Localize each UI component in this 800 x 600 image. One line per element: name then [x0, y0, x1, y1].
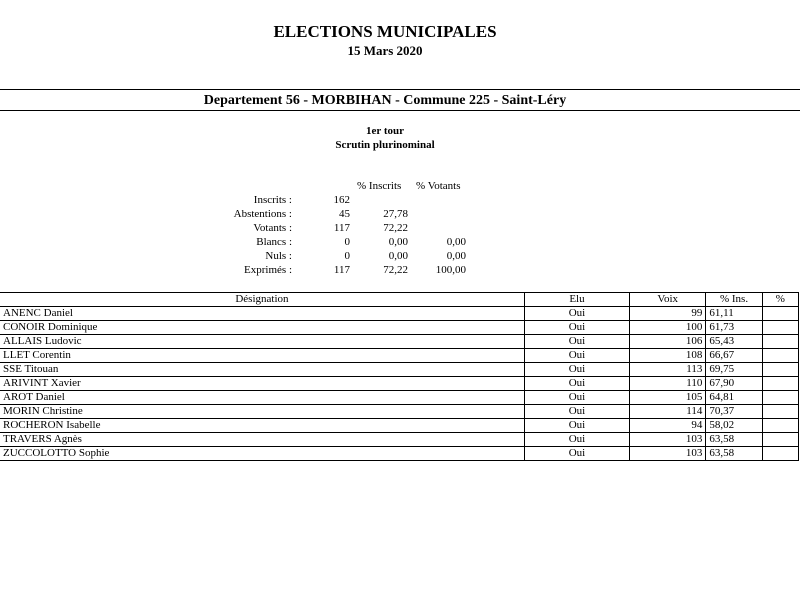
summary-pct-inscrits: 72,22	[383, 264, 408, 276]
table-row	[0, 405, 799, 419]
candidate-name: CONOIR Dominique	[0, 321, 524, 335]
candidate-pct-exprimes	[762, 363, 798, 377]
candidate-elected: Oui	[524, 405, 629, 419]
candidate-votes: 106	[630, 335, 706, 349]
summary-row	[0, 264, 800, 278]
candidate-pct-exprimes	[762, 377, 798, 391]
candidate-votes: 103	[630, 447, 706, 461]
candidate-votes: 94	[630, 419, 706, 433]
candidate-elected: Oui	[524, 447, 629, 461]
summary-count: 117	[333, 264, 350, 276]
summary-pct-inscrits: 72,22	[383, 222, 408, 234]
candidate-name: ANENC Daniel	[0, 307, 524, 321]
candidate-name: LLET Corentin	[0, 349, 524, 363]
summary-pct-votants: 0,00	[446, 250, 466, 262]
candidate-pct-inscrits: 61,73	[706, 321, 762, 335]
table-row	[0, 335, 799, 349]
summary-row	[0, 250, 800, 264]
summary-header-votants: % Votants	[416, 180, 461, 192]
candidate-pct-exprimes	[762, 307, 798, 321]
candidate-votes: 113	[630, 363, 706, 377]
summary-row	[0, 236, 800, 250]
candidate-pct-exprimes	[762, 433, 798, 447]
table-row	[0, 377, 799, 391]
table-row	[0, 307, 799, 321]
summary-label: Votants :	[253, 222, 292, 234]
summary-label: Blancs :	[256, 236, 292, 248]
candidate-name: AROT Daniel	[0, 391, 524, 405]
summary-count: 45	[339, 208, 350, 220]
summary-label: Abstentions :	[233, 208, 292, 220]
header-elu: Elu	[524, 293, 629, 307]
summary-header-inscrits: % Inscrits	[357, 180, 402, 192]
candidate-name: ARIVINT Xavier	[0, 377, 524, 391]
table-row	[0, 363, 799, 377]
candidate-votes: 100	[630, 321, 706, 335]
candidate-name: ROCHERON Isabelle	[0, 419, 524, 433]
summary-row	[0, 222, 800, 236]
candidate-pct-exprimes	[762, 419, 798, 433]
candidate-elected: Oui	[524, 377, 629, 391]
candidate-name: MORIN Christine	[0, 405, 524, 419]
candidate-pct-exprimes	[762, 335, 798, 349]
summary-label: Exprimés :	[244, 264, 292, 276]
candidate-pct-inscrits: 61,11	[706, 307, 762, 321]
candidate-pct-inscrits: 63,58	[706, 447, 762, 461]
candidate-votes: 114	[630, 405, 706, 419]
candidate-elected: Oui	[524, 419, 629, 433]
candidate-name: TRAVERS Agnès	[0, 433, 524, 447]
candidate-pct-exprimes	[762, 405, 798, 419]
summary-count: 0	[344, 250, 350, 262]
candidate-pct-exprimes	[762, 447, 798, 461]
summary-count: 117	[333, 222, 350, 234]
divider-bottom	[0, 110, 800, 111]
summary-label: Nuls :	[265, 250, 292, 262]
summary-pct-votants: 0,00	[446, 236, 466, 248]
candidate-name: SSE Titouan	[0, 363, 524, 377]
header-voix: Voix	[630, 293, 706, 307]
candidate-pct-exprimes	[762, 321, 798, 335]
summary-label: Inscrits :	[253, 194, 292, 206]
candidate-elected: Oui	[524, 307, 629, 321]
candidate-pct-inscrits: 69,75	[706, 363, 762, 377]
department-commune-heading: Departement 56 - MORBIHAN - Commune 225 - Saint-Léry	[203, 93, 567, 108]
summary-count: 0	[344, 236, 350, 248]
table-row	[0, 447, 799, 461]
candidate-votes: 99	[630, 307, 706, 321]
candidate-elected: Oui	[524, 391, 629, 405]
candidate-elected: Oui	[524, 433, 629, 447]
candidate-votes: 110	[630, 377, 706, 391]
candidate-pct-exprimes	[762, 349, 798, 363]
results-header-row	[0, 293, 799, 307]
table-row	[0, 433, 799, 447]
summary-pct-inscrits: 0,00	[388, 250, 408, 262]
header-designation: Désignation	[0, 293, 524, 307]
candidate-pct-inscrits: 70,37	[706, 405, 762, 419]
candidate-pct-inscrits: 64,81	[706, 391, 762, 405]
table-row	[0, 321, 799, 335]
summary-pct-votants: 100,00	[435, 264, 466, 276]
candidate-elected: Oui	[524, 349, 629, 363]
header-pct-exp: %	[762, 293, 798, 307]
candidate-name: ALLAIS Ludovic	[0, 335, 524, 349]
table-row	[0, 419, 799, 433]
ballot-type-label: Scrutin plurinominal	[335, 139, 435, 151]
candidate-votes: 105	[630, 391, 706, 405]
summary-count: 162	[333, 194, 350, 206]
results-table	[0, 292, 799, 461]
summary-row	[0, 194, 800, 208]
candidate-elected: Oui	[524, 321, 629, 335]
page-title: ELECTIONS MUNICIPALES	[273, 22, 497, 41]
candidate-pct-inscrits: 67,90	[706, 377, 762, 391]
election-date: 15 Mars 2020	[347, 43, 423, 58]
candidate-pct-inscrits: 63,58	[706, 433, 762, 447]
summary-row	[0, 208, 800, 222]
candidate-name: ZUCCOLOTTO Sophie	[0, 447, 524, 461]
candidate-elected: Oui	[524, 363, 629, 377]
candidate-pct-inscrits: 65,43	[706, 335, 762, 349]
candidate-elected: Oui	[524, 335, 629, 349]
candidate-pct-inscrits: 66,67	[706, 349, 762, 363]
header-pct-ins: % Ins.	[706, 293, 762, 307]
divider-top	[0, 89, 800, 90]
candidate-pct-inscrits: 58,02	[706, 419, 762, 433]
candidate-votes: 103	[630, 433, 706, 447]
table-row	[0, 391, 799, 405]
candidate-pct-exprimes	[762, 391, 798, 405]
round-label: 1er tour	[366, 125, 404, 137]
candidate-votes: 108	[630, 349, 706, 363]
summary-pct-inscrits: 0,00	[388, 236, 408, 248]
summary-pct-inscrits: 27,78	[383, 208, 408, 220]
table-row	[0, 349, 799, 363]
